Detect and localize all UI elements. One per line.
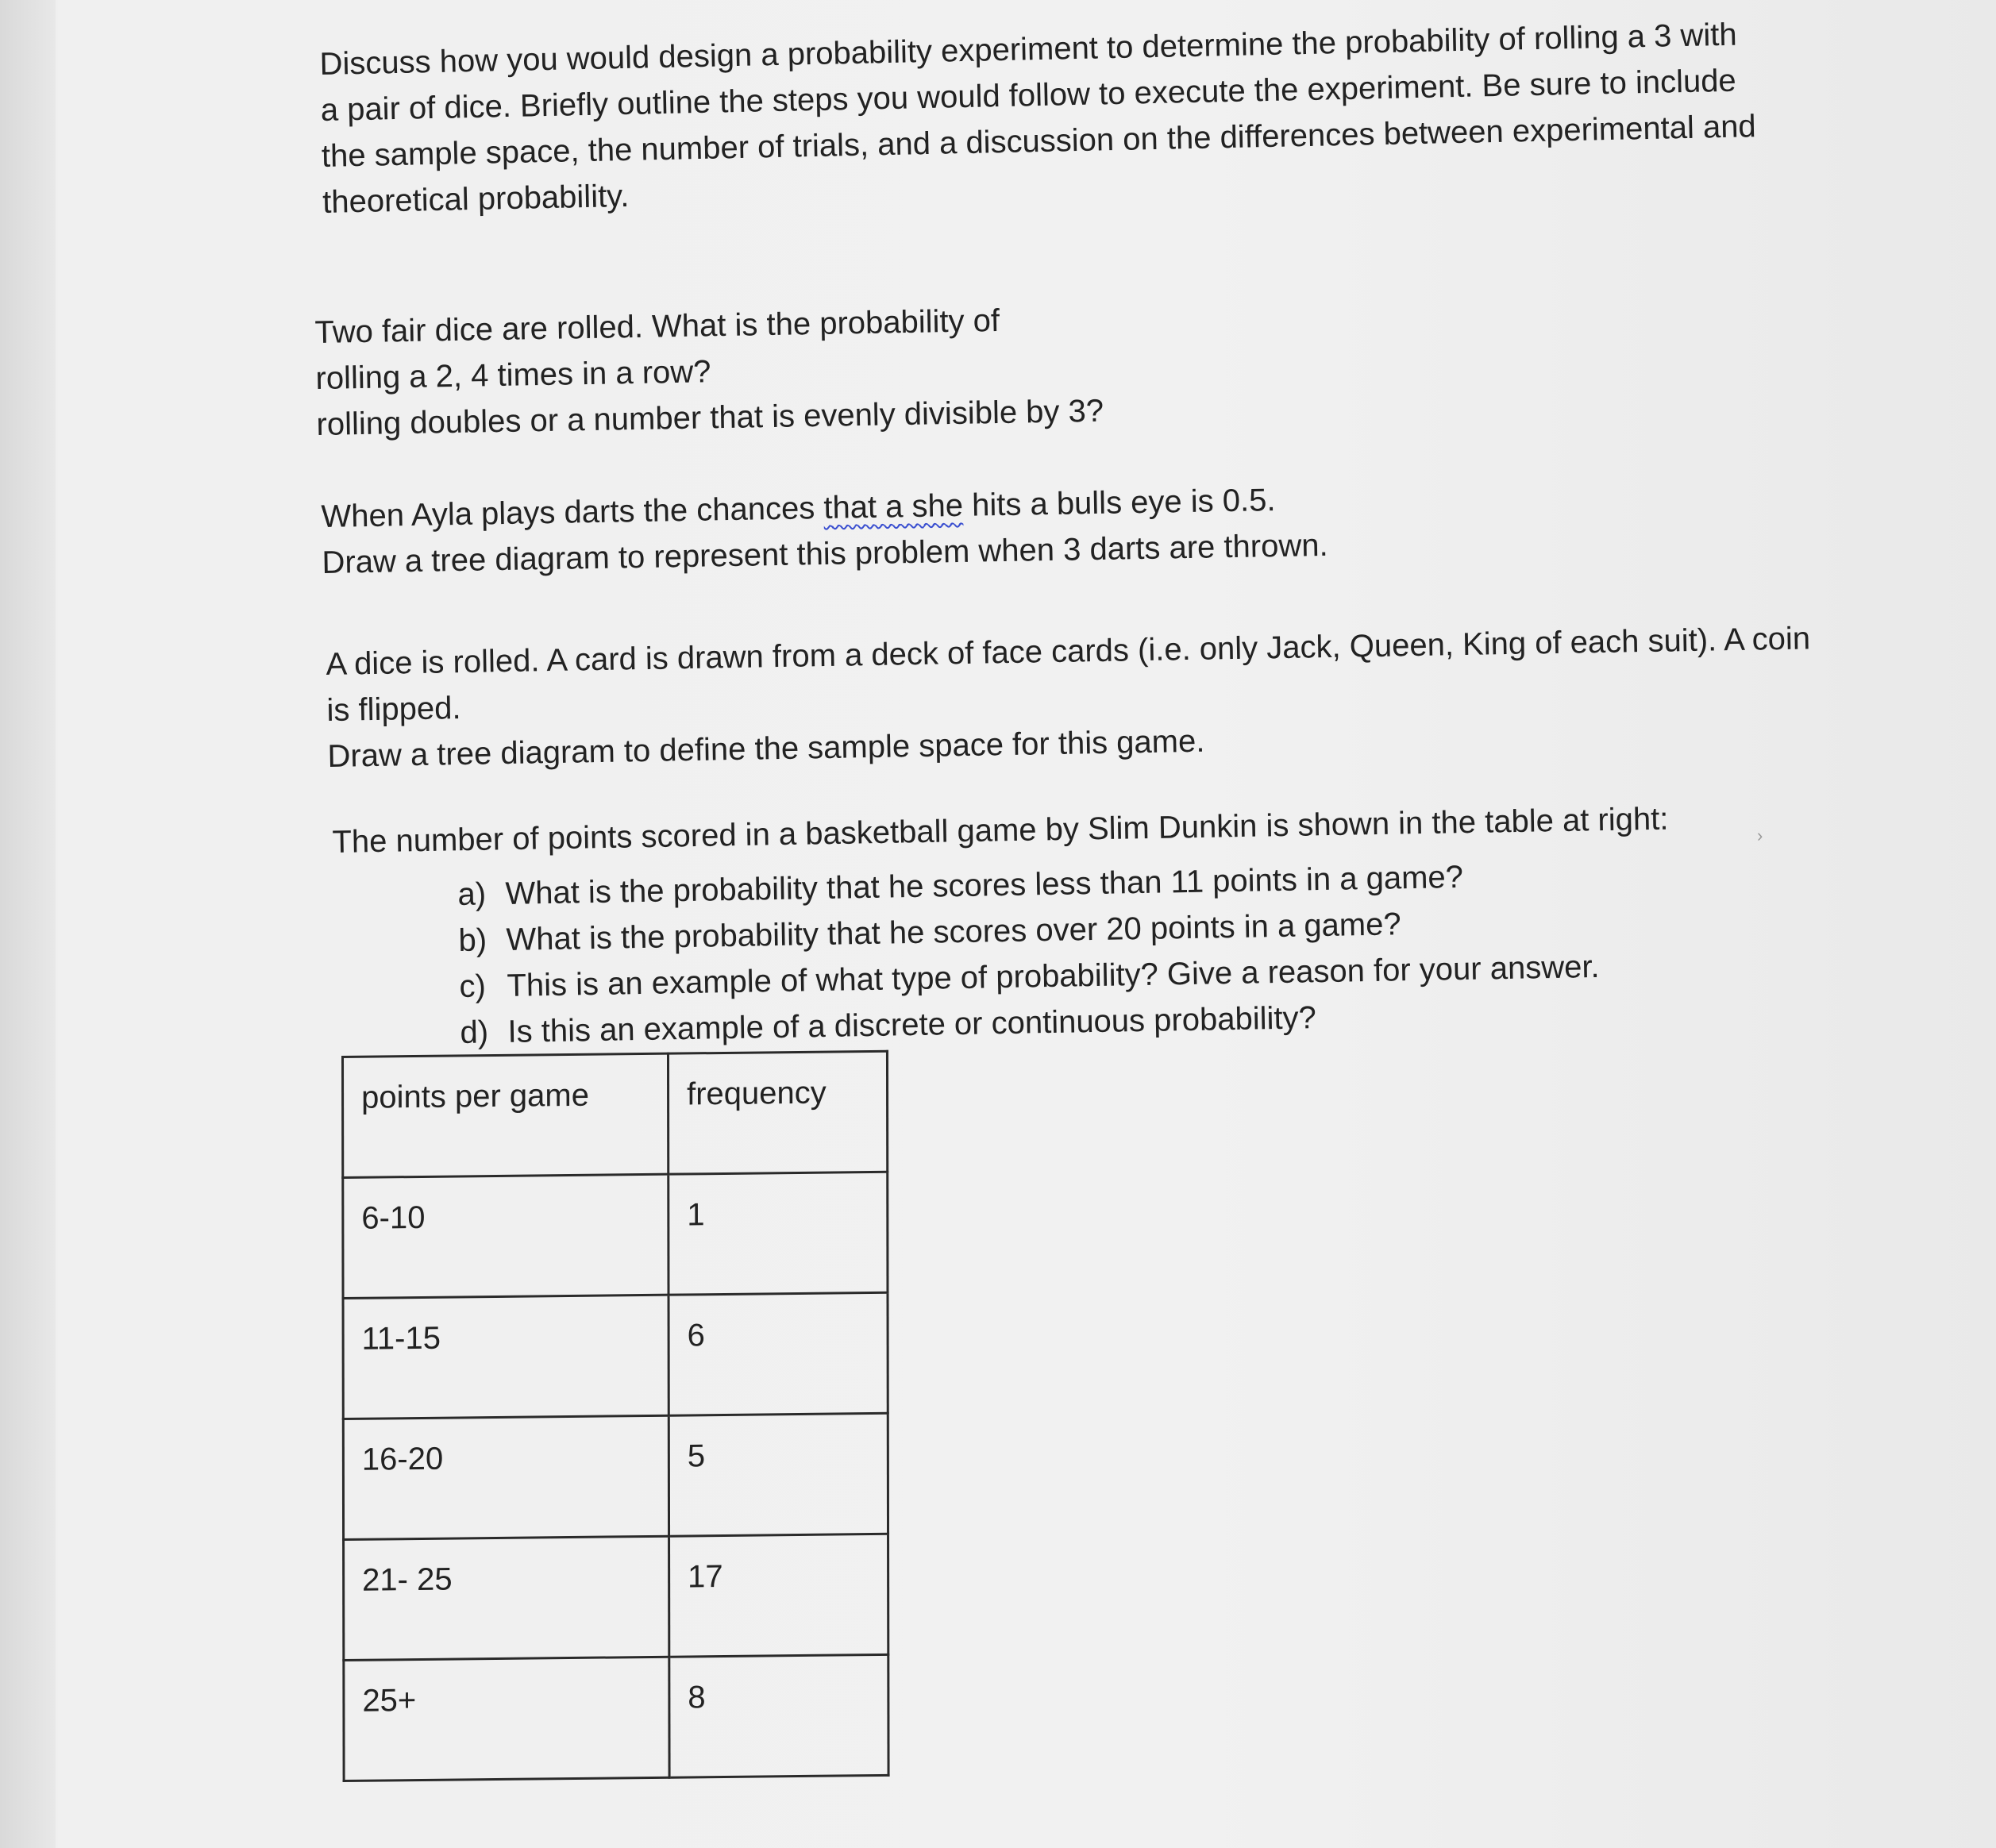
table-row <box>344 1654 888 1781</box>
question-dice-card-coin <box>326 614 1932 780</box>
table-header-cell: points per game <box>343 1053 669 1177</box>
question-experiment-design <box>319 9 1894 225</box>
text-line: Draw a tree diagram to represent this problem when 3 darts are thrown. <box>322 527 1328 580</box>
table-cell: 11-15 <box>343 1295 669 1419</box>
text-line: rolling doubles or a number that is evenly divisible by 3? <box>316 393 1104 442</box>
text-line: Two fair dice are rolled. What is the probability of <box>314 302 1000 350</box>
list-text: This is an example of what type of probability? Give a reason for your answer. <box>507 949 1600 1003</box>
text-line: Discuss how you would design a probability experiment to determine the probability of rolling a 3 with <box>319 17 1738 82</box>
table-cell: 5 <box>669 1413 888 1536</box>
table-cell: 1 <box>669 1172 888 1295</box>
list-label: c) <box>459 968 487 1004</box>
points-frequency-table <box>341 1050 890 1782</box>
list-label: b) <box>458 922 487 958</box>
table-row <box>343 1292 888 1419</box>
table-cell: 25+ <box>344 1657 669 1781</box>
list-text: Is this an example of a discrete or continuous probability? <box>507 1000 1317 1049</box>
list-label: a) <box>457 876 487 912</box>
text-segment: hits a bulls eye is 0.5. <box>962 483 1276 523</box>
list-text: What is the probability that he scores less than 11 points in a game? <box>505 859 1464 911</box>
text-line: rolling a 2, 4 times in a row? <box>315 354 711 396</box>
table-row <box>343 1172 888 1298</box>
text-line: is flipped. <box>326 691 461 728</box>
table-cell: 21- 25 <box>344 1536 669 1660</box>
question-two-dice <box>314 291 1349 448</box>
table-row <box>344 1534 888 1660</box>
table-cell: 6-10 <box>343 1174 669 1298</box>
spellcheck-underlined-text[interactable]: that a she <box>823 487 964 526</box>
text-line: The number of points scored in a basketball game by Slim Dunkin is shown in the table at right: <box>332 801 1669 860</box>
question-darts <box>321 473 1513 586</box>
list-text: What is the probability that he scores over 20 points in a game? <box>506 907 1402 957</box>
text-line: theoretical probability. <box>322 178 630 220</box>
text-line: Draw a tree diagram to define the sample space for this game. <box>327 723 1205 774</box>
table-header-row <box>343 1051 888 1177</box>
text-line: A dice is rolled. A card is drawn from a deck of face cards (i.e. only Jack, Queen, King of each suit). A coin <box>326 621 1811 682</box>
table-row <box>343 1413 888 1539</box>
text-segment: When Ayla plays darts the chances <box>321 490 824 534</box>
table-header-cell: frequency <box>668 1051 887 1174</box>
table-cell: 8 <box>669 1654 888 1777</box>
text-line: a pair of dice. Briefly outline the steps you would follow to execute the experiment. Be sure to include <box>320 63 1737 128</box>
list-label: d) <box>460 1014 489 1050</box>
table-cell: 17 <box>669 1534 888 1657</box>
text-line: the sample space, the number of trials, and a discussion on the differences between experimental and <box>321 109 1757 174</box>
table-cell: 16-20 <box>343 1415 669 1539</box>
table-cell: 6 <box>669 1292 888 1415</box>
small-arrow-mark-icon: › <box>1757 826 1763 845</box>
question-basketball-intro <box>332 793 1841 865</box>
question-basketball-parts <box>457 852 1601 1056</box>
